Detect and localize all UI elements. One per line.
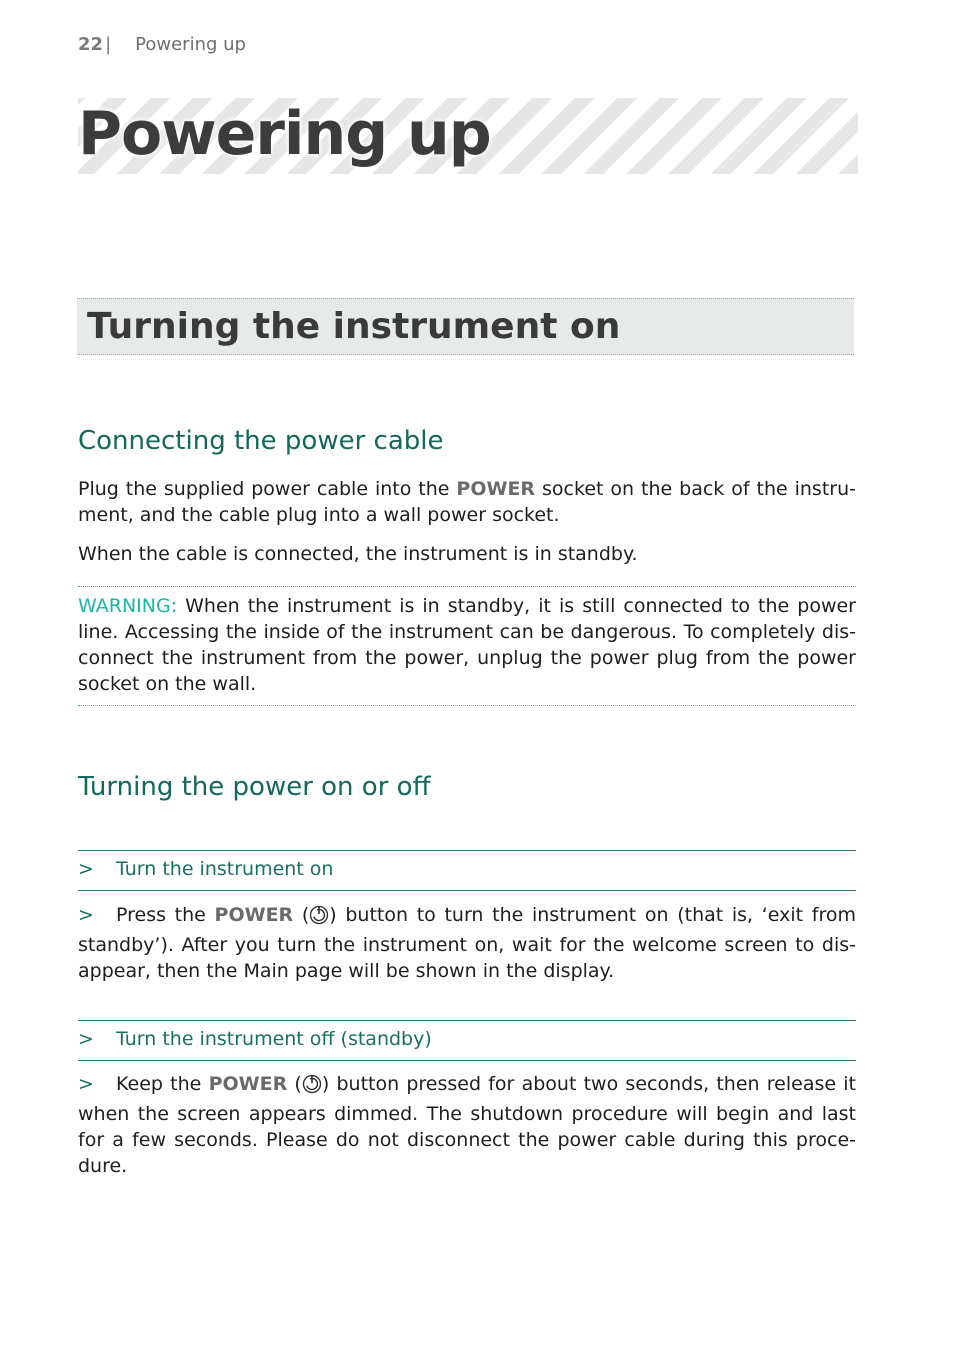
section-heading-box — [77, 298, 854, 355]
running-title: Powering up — [135, 34, 246, 55]
power-icon — [302, 1072, 322, 1101]
procedure-marker: > — [78, 1028, 94, 1050]
procedure-turn-off-title: Turn the instrument off (standby) — [116, 1028, 432, 1050]
section-title: Turning the instrument on — [87, 306, 621, 347]
step-turn-off: > Keep the POWER ( ) button pressed for about two seconds, then release it when the screen appears dimmed. The shutdown procedure will begin and last for a few seconds. Please do not disconnect the power cable during this proce-dure. — [78, 1073, 857, 1177]
power-socket-keyword: POWER — [456, 478, 536, 500]
running-header — [78, 34, 246, 55]
paragraph-standby: When the cable is connected, the instrument is in standby. — [78, 543, 638, 565]
header-separator: | — [105, 34, 112, 55]
step-marker: > — [78, 904, 94, 926]
chapter-title: Powering up — [78, 99, 491, 169]
paragraph-plug-cable: Plug the supplied power cable into the POWER socket on the back of the instru-ment, and the cable plug into a wall power socket. — [78, 478, 856, 526]
power-button-keyword: POWER — [214, 904, 294, 926]
heading-connecting-power-cable: Connecting the power cable — [78, 426, 444, 456]
procedure-turn-on-title: Turn the instrument on — [116, 858, 334, 880]
warning-text: WARNING: When the instrument is in standby, it is still connected to the power line. Accessing the inside of the instrument can be dangerous. To completely dis-connect the instrument from the power, unplug the power plug from the power socket on the wall. — [78, 595, 856, 695]
procedure-turn-on-header — [78, 850, 856, 891]
step-turn-on: > Press the POWER ( ) button to turn the instrument on (that is, ‘exit from standby’). After you turn the instrument on, wait for the welcome screen to dis-appear, then the Main page will be shown in the display. — [78, 904, 857, 982]
power-icon — [309, 903, 329, 932]
power-button-keyword: POWER — [208, 1073, 288, 1095]
procedure-turn-off-header — [78, 1020, 856, 1061]
warning-box — [78, 586, 856, 706]
step-marker: > — [78, 1073, 94, 1095]
warning-label: WARNING: — [78, 595, 178, 617]
procedure-marker: > — [78, 858, 94, 880]
page-number: 22 — [78, 34, 104, 55]
heading-turning-power: Turning the power on or off — [78, 772, 431, 802]
